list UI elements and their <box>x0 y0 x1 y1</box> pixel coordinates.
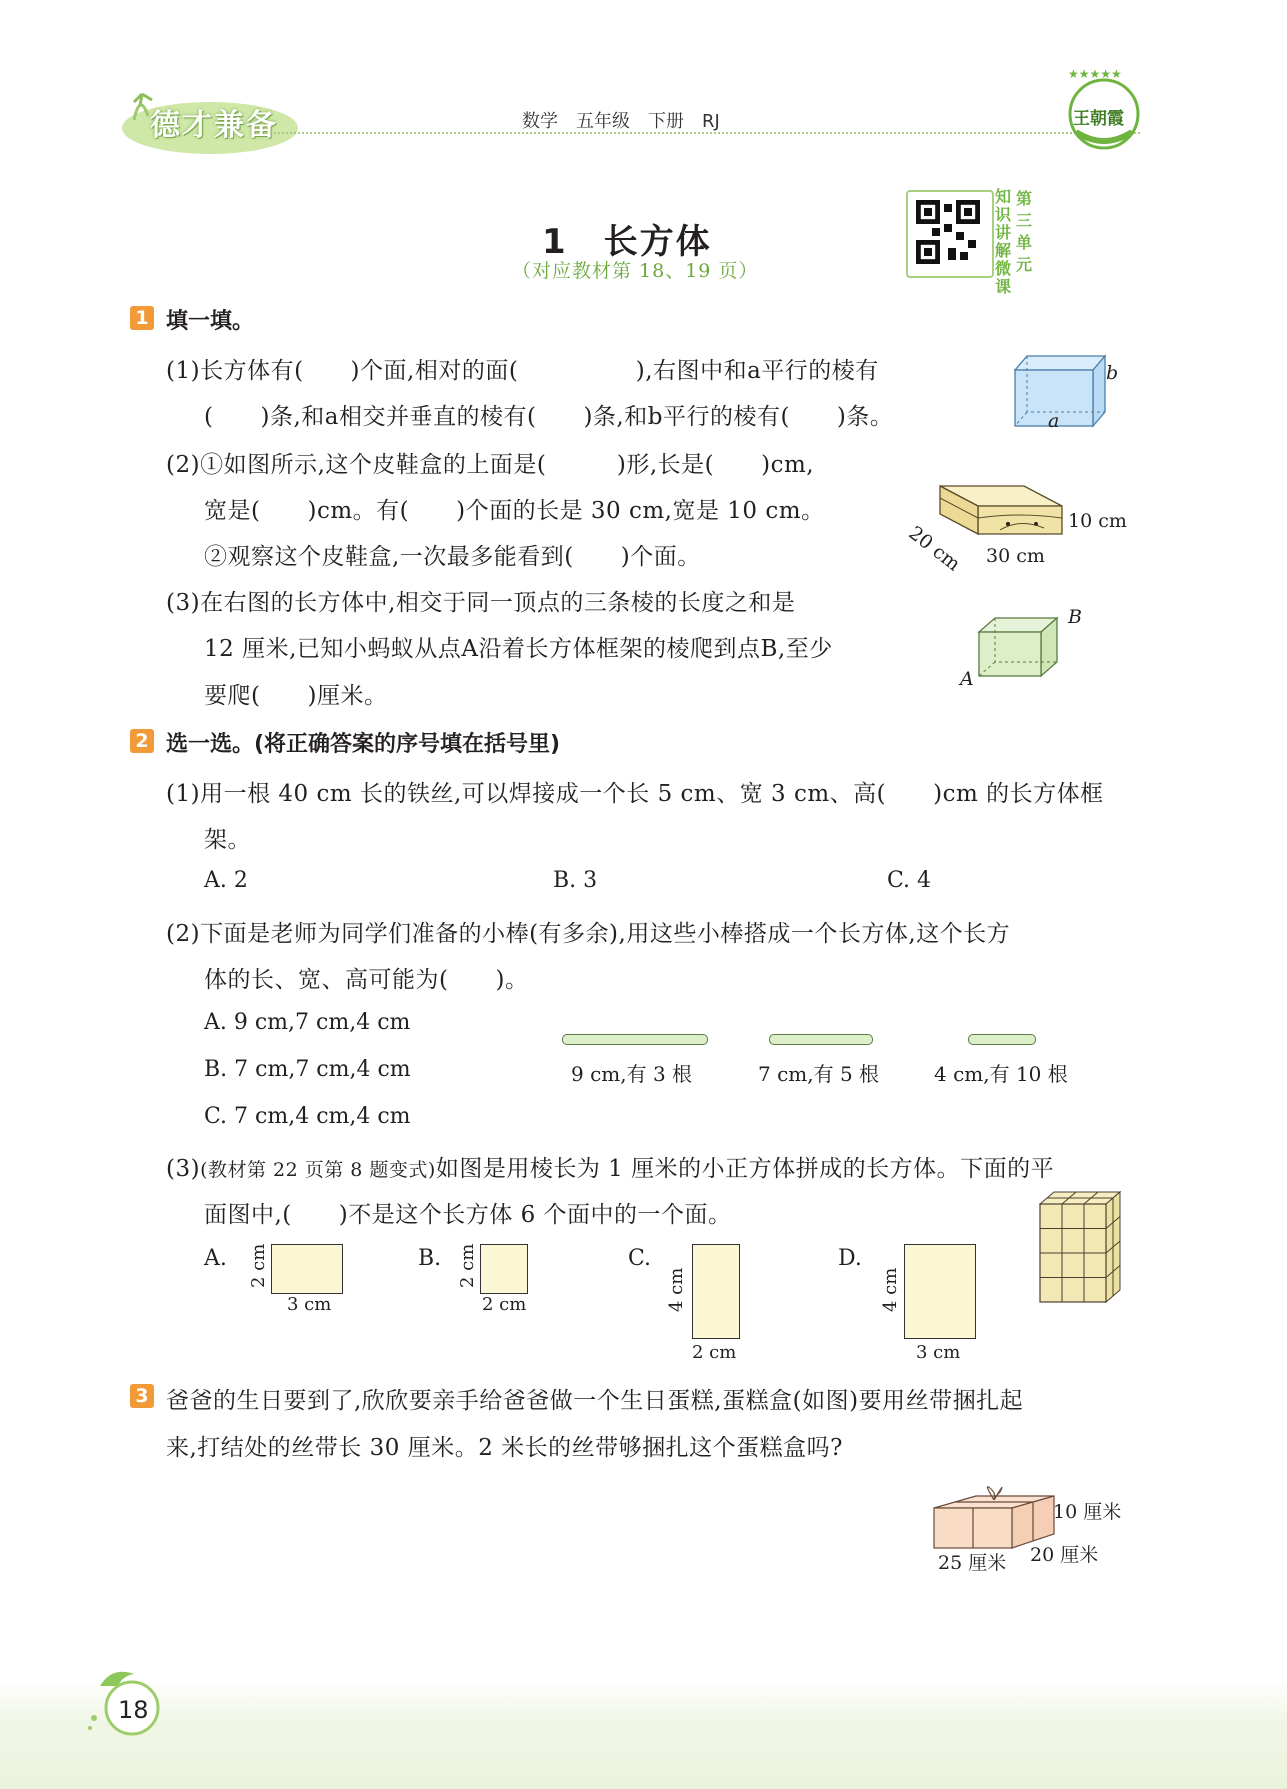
s2-q1-option-c: C. 4 <box>887 868 932 893</box>
unit-label: 第三单元 <box>1016 189 1033 274</box>
s3-line2: 来,打结处的丝带长 30 厘米。2 米长的丝带够捆扎这个蛋糕盒吗? <box>166 1435 843 1461</box>
section-2-badge: 2 <box>130 729 154 753</box>
option-b-rect <box>480 1244 528 1294</box>
s1-q3-line3: 要爬( )厘米。 <box>204 683 388 709</box>
publisher-logo-text: 王朝霞 <box>1073 109 1124 129</box>
s2-q1-line1: (1)用一根 40 cm 长的铁丝,可以焊接成一个长 5 cm、宽 3 cm、高( )cm 的长方体框 <box>166 781 1104 807</box>
footer-band <box>0 1680 1287 1789</box>
stick-4cm <box>968 1034 1036 1045</box>
fig3-label-b: B <box>1068 606 1082 628</box>
section-2-title: 选一选。(将正确答案的序号填在括号里) <box>166 732 561 757</box>
figure-shoebox <box>938 478 1068 548</box>
option-a-rect <box>271 1244 343 1294</box>
page-subtitle: （对应教材第 18、19 页） <box>512 260 759 282</box>
cake-length: 25 厘米 <box>938 1552 1007 1574</box>
s2-q1-option-b: B. 3 <box>553 868 598 893</box>
brand-title: 德才兼备 <box>150 108 278 143</box>
s1-q1-line2: ( )条,和a相交并垂直的棱有( )条,和b平行的棱有( )条。 <box>204 404 894 430</box>
fig1-label-a: a <box>1048 410 1060 432</box>
section-3-badge: 3 <box>130 1384 154 1408</box>
s3-line1: 爸爸的生日要到了,欣欣要亲手给爸爸做一个生日蛋糕,蛋糕盒(如图)要用丝带捆扎起 <box>166 1388 1024 1414</box>
page-title: 1 长方体 <box>542 222 712 262</box>
svg-text:★★★★★: ★★★★★ <box>1068 68 1122 81</box>
option-a-height: 2 cm <box>248 1243 269 1288</box>
page-number: 18 <box>118 1696 149 1724</box>
option-a-label: A. <box>204 1246 227 1271</box>
s2-q3-line2: 面图中,( )不是这个长方体 6 个面中的一个面。 <box>204 1202 732 1228</box>
cake-width: 20 厘米 <box>1030 1544 1099 1566</box>
subject-line: 数学 五年级 下册 RJ <box>522 111 720 132</box>
option-d-width: 3 cm <box>916 1342 961 1363</box>
s2-q3-text: 如图是用棱长为 1 厘米的小正方体拼成的长方体。下面的平 <box>435 1156 1055 1182</box>
option-b-label: B. <box>418 1246 442 1271</box>
s2-q1-line2: 架。 <box>204 827 251 853</box>
s2-q2-option-b: B. 7 cm,7 cm,4 cm <box>204 1057 411 1082</box>
option-a-width: 3 cm <box>287 1294 332 1315</box>
fig2-height: 10 cm <box>1068 510 1127 532</box>
option-d-label: D. <box>838 1246 862 1271</box>
option-c-width: 2 cm <box>692 1342 737 1363</box>
s1-q3-line1: (3)在右图的长方体中,相交于同一顶点的三条棱的长度之和是 <box>166 590 796 616</box>
s1-q2-line2: 宽是( )cm。有( )个面的长是 30 cm,宽是 10 cm。 <box>204 498 825 524</box>
option-c-label: C. <box>628 1246 652 1271</box>
header <box>0 60 1287 150</box>
s2-q1-option-a: A. 2 <box>204 868 248 893</box>
fig2-width: 20 cm <box>904 522 965 576</box>
fig3-label-a: A <box>960 668 974 690</box>
figure-cuboid-3 <box>975 614 1065 684</box>
stick-4cm-label: 4 cm,有 10 根 <box>934 1062 1068 1086</box>
s2-q2-line2: 体的长、宽、高可能为( )。 <box>204 967 529 993</box>
s2-q2-line1: (2)下面是老师为同学们准备的小棒(有多余),用这些小棒搭成一个长方体,这个长方 <box>166 921 1011 947</box>
s2-q3-line1 <box>166 1150 1054 1183</box>
option-b-height: 2 cm <box>457 1243 478 1288</box>
option-c-rect <box>692 1244 740 1339</box>
option-d-rect <box>904 1244 976 1339</box>
stick-9cm-label: 9 cm,有 3 根 <box>571 1062 693 1086</box>
stick-9cm <box>562 1034 708 1045</box>
section-1-badge: 1 <box>130 306 154 330</box>
s2-q2-option-c: C. 7 cm,4 cm,4 cm <box>204 1104 411 1129</box>
section-1-title: 填一填。 <box>166 309 255 334</box>
option-d-height: 4 cm <box>880 1267 901 1312</box>
s1-q2-line1: (2)①如图所示,这个皮鞋盒的上面是( )形,长是( )cm, <box>166 452 815 478</box>
cake-height: 10 厘米 <box>1053 1501 1122 1523</box>
figure-cube-stack <box>1036 1190 1126 1306</box>
stick-7cm <box>769 1034 873 1045</box>
option-b-width: 2 cm <box>482 1294 527 1315</box>
s2-q3-prefix: (3) <box>166 1156 201 1182</box>
s1-q2-line3: ②观察这个皮鞋盒,一次最多能看到( )个面。 <box>204 544 701 570</box>
option-c-height: 4 cm <box>666 1267 687 1312</box>
s1-q1-line1: (1)长方体有( )个面,相对的面( ),右图中和a平行的棱有 <box>166 358 879 384</box>
qr-code-icon[interactable] <box>916 200 980 264</box>
s1-q3-line2: 12 厘米,已知小蚂蚁从点A沿着长方体框架的棱爬到点B,至少 <box>204 636 833 662</box>
stick-7cm-label: 7 cm,有 5 根 <box>758 1062 880 1086</box>
qr-label: 知识讲解微课 <box>995 187 1012 296</box>
fig2-length: 30 cm <box>986 545 1045 567</box>
s2-q2-option-a: A. 9 cm,7 cm,4 cm <box>204 1010 411 1035</box>
s2-q3-note: (教材第 22 页第 8 题变式) <box>200 1159 436 1181</box>
fig1-label-b: b <box>1106 362 1119 384</box>
